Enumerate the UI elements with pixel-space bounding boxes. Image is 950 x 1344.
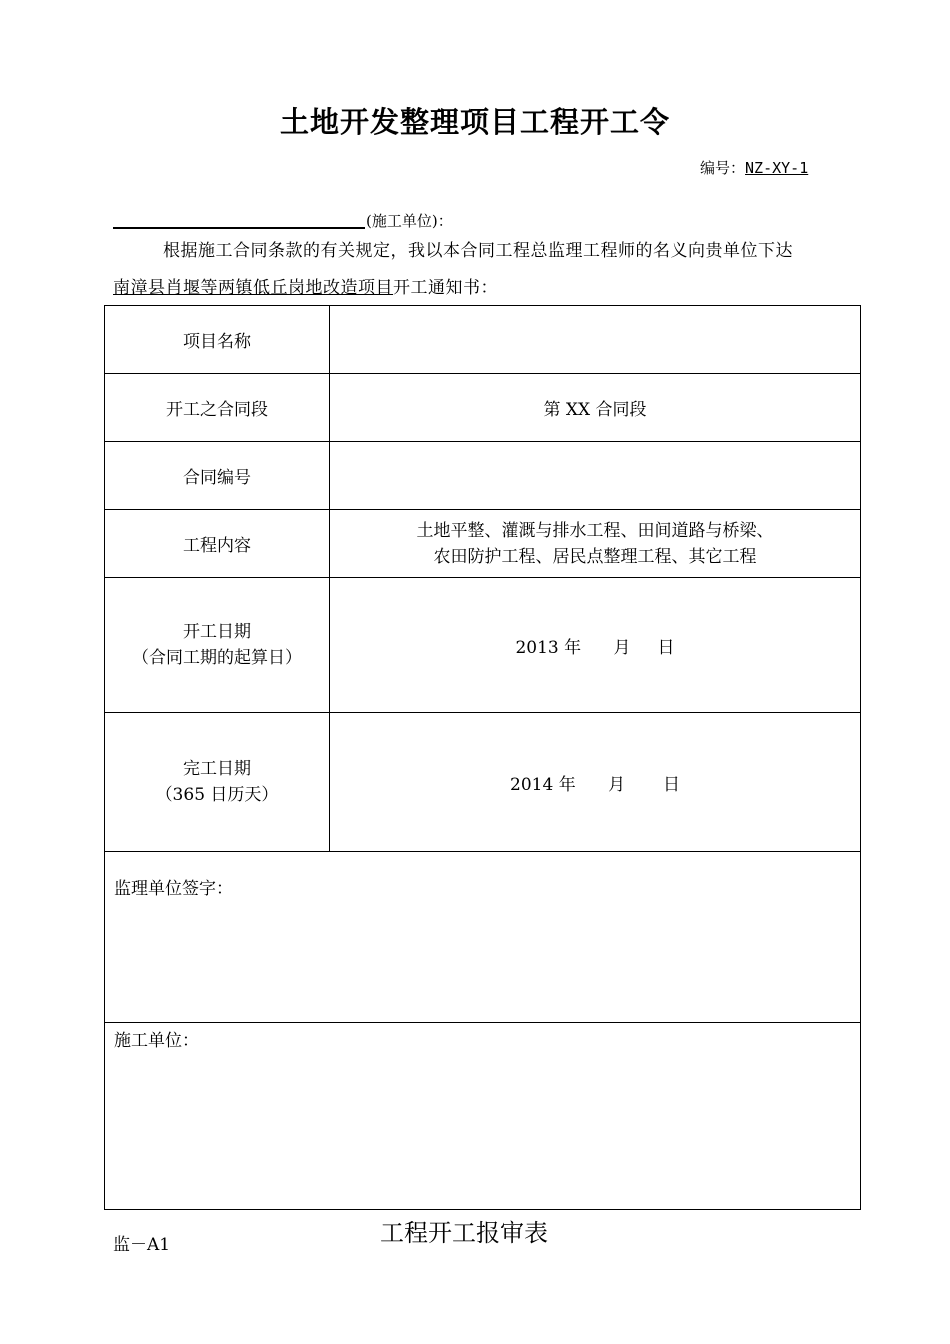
end-date-label-line1: 完工日期 — [183, 759, 251, 779]
table-row — [105, 510, 861, 578]
contract-section-label: 开工之合同段 — [105, 374, 330, 442]
table-row — [105, 374, 861, 442]
end-date-label — [105, 713, 330, 852]
start-date-label-line1: 开工日期 — [183, 622, 251, 642]
notice-suffix: 开工通知书： — [393, 278, 498, 298]
next-form-title: 工程开工报审表 — [380, 1219, 548, 1247]
project-name-inline: 南漳县肖堰等两镇低丘岗地改造项目 — [113, 278, 393, 298]
work-content-label: 工程内容 — [105, 510, 330, 578]
contract-number-label: 合同编号 — [105, 442, 330, 510]
commencement-form-table — [104, 305, 861, 1210]
table-row — [105, 713, 861, 852]
construction-unit-label: (施工单位)： — [366, 212, 453, 230]
end-date-label-line2: （365 日历天） — [155, 785, 279, 805]
end-date-cell[interactable]: 2014 年 月 日 — [330, 713, 861, 852]
code-label: 编号： — [700, 159, 746, 177]
notice-paragraph-line1: 根据施工合同条款的有关规定，我以本合同工程总监理工程师的名义向贵单位下达 — [163, 241, 793, 261]
table-row — [105, 578, 861, 713]
table-row — [105, 852, 861, 1023]
start-date-label-line2: （合同工期的起算日） — [132, 648, 302, 668]
construction-unit-blank[interactable] — [113, 227, 365, 229]
table-row — [105, 306, 861, 374]
contractor-cell[interactable] — [105, 1023, 861, 1210]
table-row — [105, 442, 861, 510]
start-date-cell[interactable]: 2013 年 月 日 — [330, 578, 861, 713]
supervisor-signature-label: 监理单位签字： — [114, 879, 233, 899]
table-row — [105, 1023, 861, 1210]
form-code-footer: 监－A1 — [113, 1235, 171, 1255]
work-content-cell[interactable] — [330, 510, 861, 578]
start-date-label — [105, 578, 330, 713]
contract-section-cell[interactable]: 第 XX 合同段 — [330, 374, 861, 442]
project-name-label: 项目名称 — [105, 306, 330, 374]
work-content-line2: 农田防护工程、居民点整理工程、其它工程 — [433, 546, 757, 567]
contract-number-cell[interactable] — [330, 442, 861, 510]
supervisor-signature-cell[interactable] — [105, 852, 861, 1023]
project-name-cell[interactable] — [330, 306, 861, 374]
code-value: NZ-XY-1 — [745, 159, 809, 177]
document-code — [700, 157, 808, 178]
contractor-label: 施工单位： — [114, 1031, 199, 1051]
page-title: 土地开发整理项目工程开工令 — [279, 105, 670, 139]
work-content-line1: 土地平整、灌溉与排水工程、田间道路与桥梁、 — [416, 520, 774, 541]
notice-paragraph-line2 — [113, 273, 498, 298]
